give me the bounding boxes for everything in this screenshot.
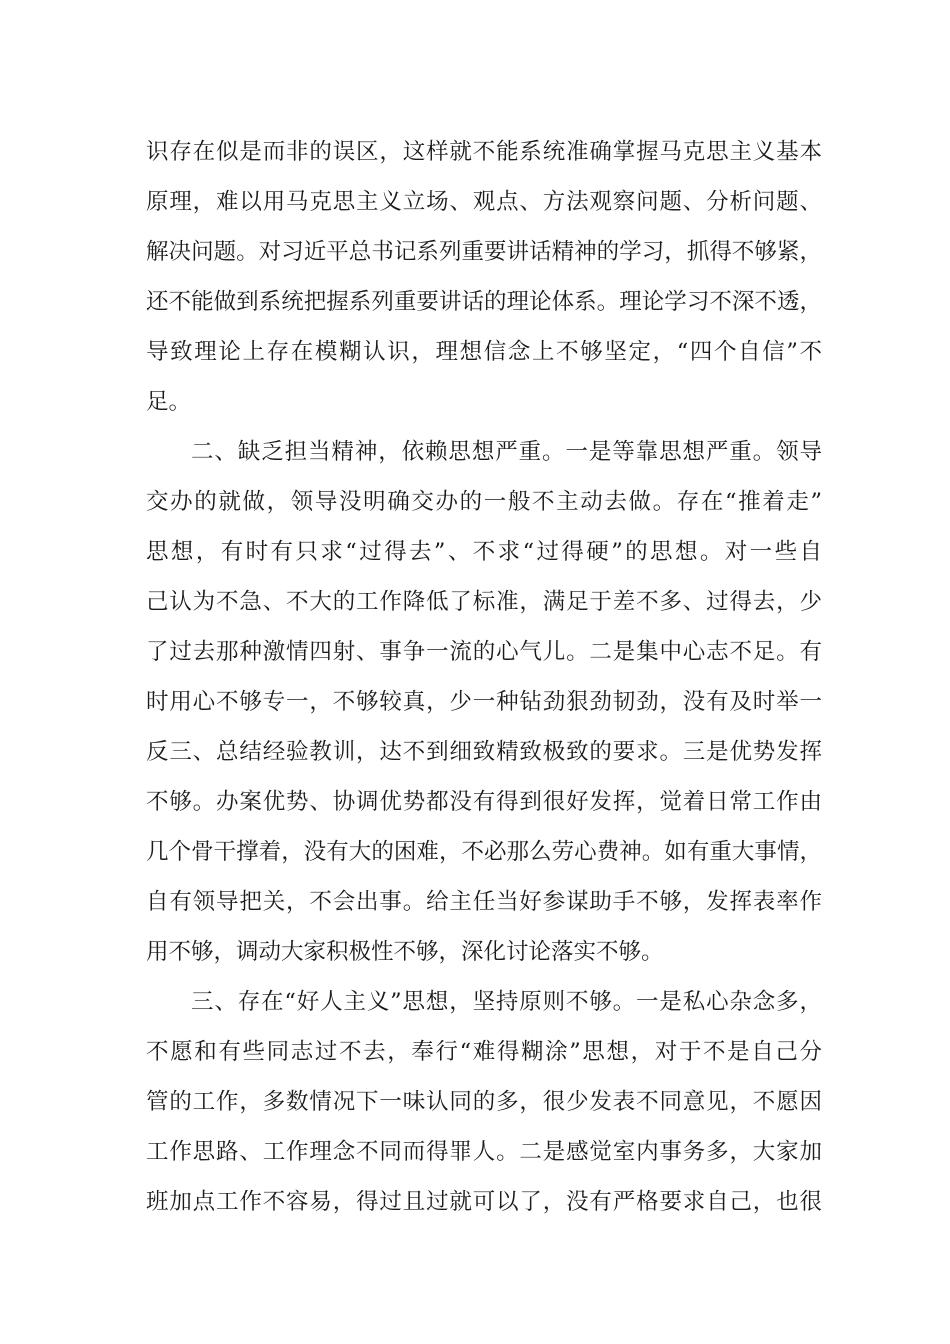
text-line: 不愿和有些同志过不去，奉行“难得糊涂”思想，对于不是自己分 [146,1039,822,1065]
text-line: 己认为不急、不大的工作降低了标准，满足于差不多、过得去，少 [146,589,822,615]
text-line: 交办的就做，领导没明确交办的一般不主动去做。存在“推着走” [146,489,822,515]
text-line: 导致理论上存在模糊认识，理想信念上不够坚定，“四个自信”不 [146,339,822,365]
text-line: 解决问题。对习近平总书记系列重要讲话精神的学习，抓得不够紧， [146,239,822,265]
text-line: 时用心不够专一，不够较真，少一种钻劲狠劲韧劲，没有及时举一 [146,689,822,715]
text-line: 足。 [146,389,192,415]
text-line: 几个骨干撑着，没有大的困难，不必那么劳心费神。如有重大事情， [146,839,822,865]
text-line: 不够。办案优势、协调优势都没有得到很好发挥，觉着日常工作由 [146,789,822,815]
paragraph-first-line: 二、缺乏担当精神，依赖思想严重。一是等靠思想严重。领导 [191,439,822,465]
text-line: 思想，有时有只求“过得去”、不求“过得硬”的思想。对一些自 [146,539,822,565]
paragraph-first-line: 三、存在“好人主义”思想，坚持原则不够。一是私心杂念多， [191,989,822,1015]
text-line: 了过去那种激情四射、事争一流的心气儿。二是集中心志不足。有 [146,639,822,665]
text-line: 班加点工作不容易，得过且过就可以了，没有严格要求自己，也很 [146,1189,822,1215]
text-line: 用不够，调动大家积极性不够，深化讨论落实不够。 [146,939,664,965]
text-line: 自有领导把关，不会出事。给主任当好参谋助手不够，发挥表率作 [146,889,822,915]
text-line: 管的工作，多数情况下一味认同的多，很少发表不同意见，不愿因 [146,1089,822,1115]
text-line: 还不能做到系统把握系列重要讲话的理论体系。理论学习不深不透， [146,289,822,315]
text-line: 识存在似是而非的误区，这样就不能系统准确掌握马克思主义基本 [146,139,822,165]
document-body [146,127,822,1227]
text-line: 反三、总结经验教训，达不到细致精致极致的要求。三是优势发挥 [146,739,822,765]
text-line: 原理，难以用马克思主义立场、观点、方法观察问题、分析问题、 [146,189,822,215]
text-line: 工作思路、工作理念不同而得罪人。二是感觉室内事务多，大家加 [146,1139,822,1165]
